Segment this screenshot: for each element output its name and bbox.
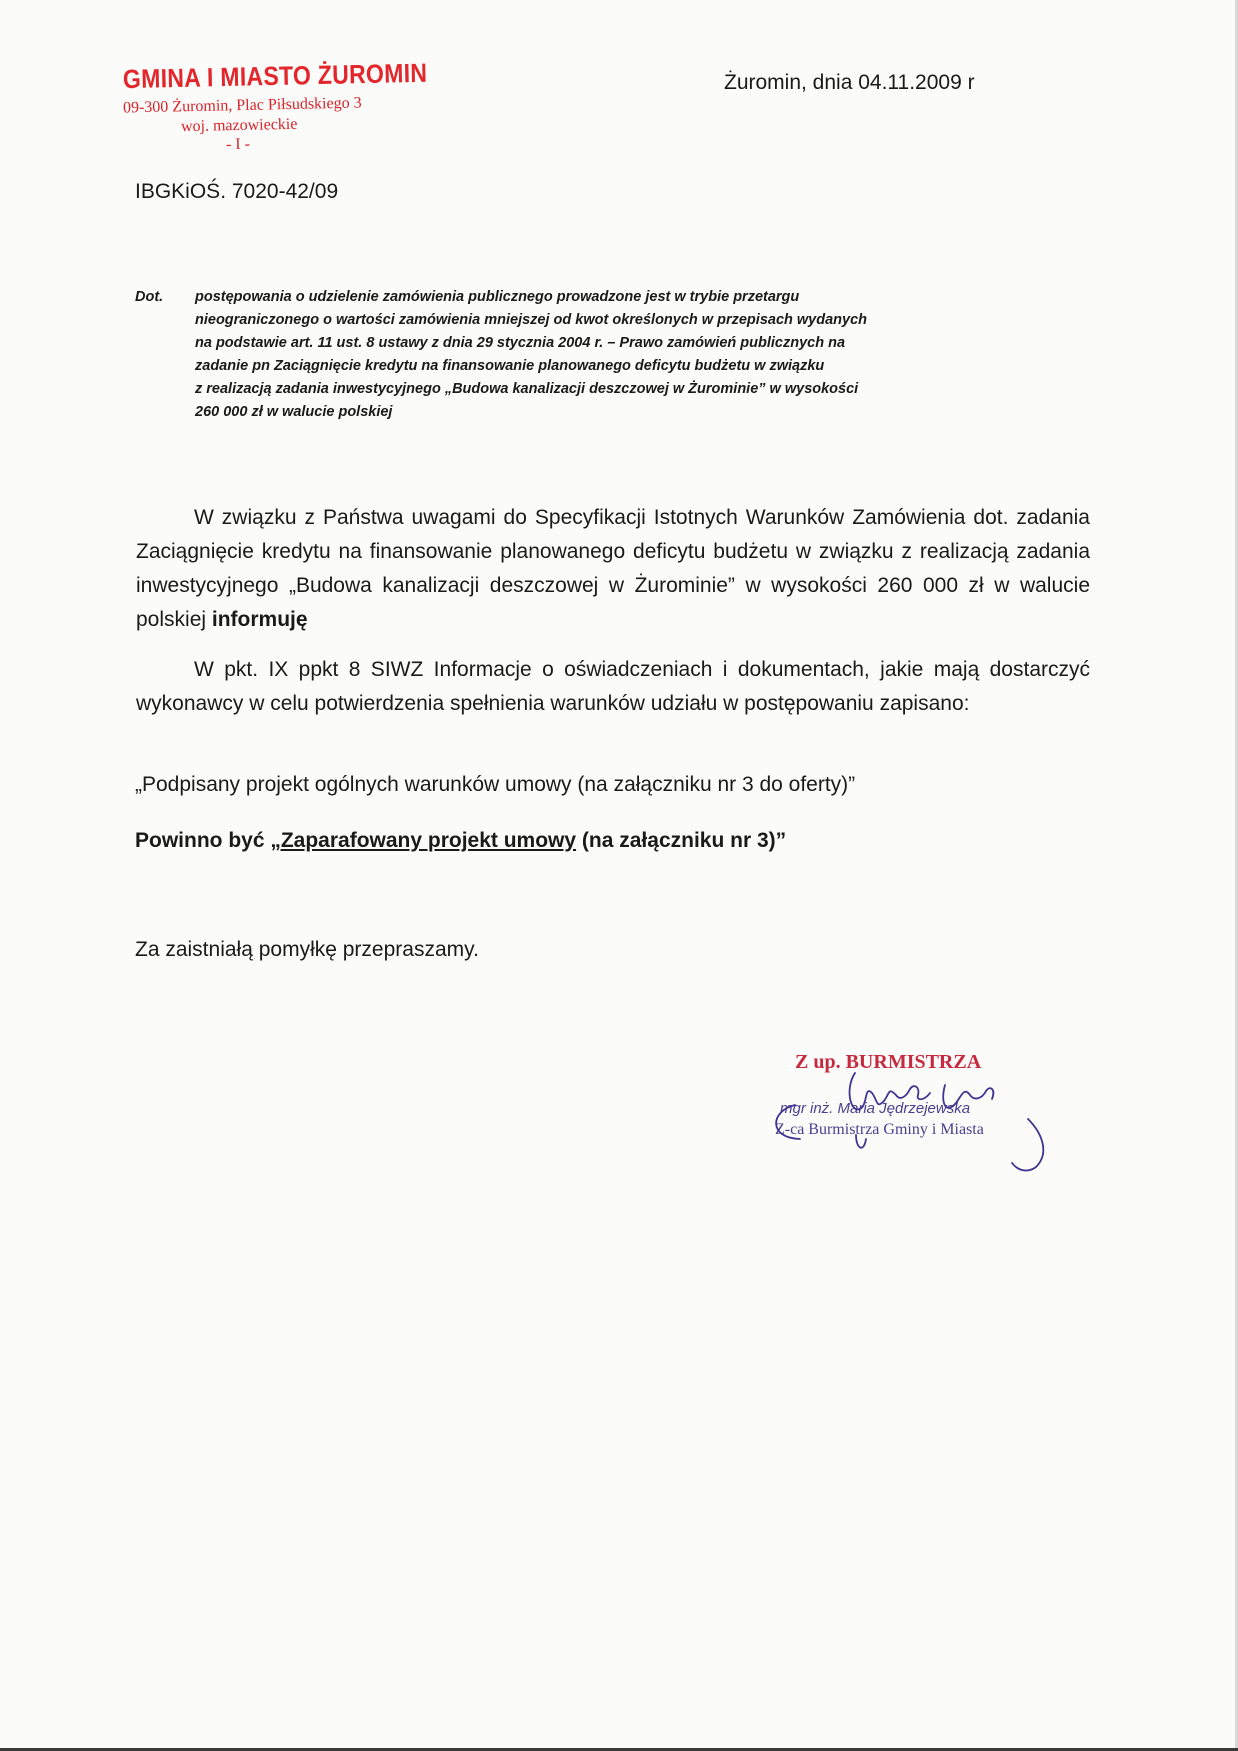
subject-line: postępowania o udzielenie zamówienia publicznego prowadzone jest w trybie przetargu [195,289,800,305]
signature-name: mgr inż. Maria Jędrzejewska [780,1100,971,1117]
quoted-text: „Podpisany projekt ogólnych warunków umowy (na załączniku nr 3 do oferty)” [135,773,856,796]
letterhead-name: GMINA I MIASTO ŻUROMIN [122,57,428,94]
correction-suffix: (na załączniku nr 3)” [576,829,787,852]
letterhead-address: 09-300 Żuromin, Plac Piłsudskiego 3 [122,94,362,117]
apology-line: Za zaistniałą pomyłkę przepraszamy. [135,938,479,961]
paragraph-intro-emphasis: informuję [211,608,308,631]
letterhead-province: woj. mazowieckie [180,115,298,136]
subject-line: 260 000 zł w walucie polskiej [195,404,393,420]
subject-label: Dot. [135,289,164,305]
paragraph-intro-text: W związku z Państwa uwagami do Specyfikacji Istotnych Warunków Zamówienia dot. zadania Zaciągnięcie kredytu na finansowanie planowanego deficytu budżetu w związku z realizacją zadania inwestycyjnego „Budowa kanalizacji deszczowej w Żurominie” w wysokości 260 000 zł w walucie polskiej [136,506,1090,631]
handwritten-signature-icon [760,1043,1090,1183]
correction-underlined: „Zaparafowany projekt umowy [270,829,577,852]
correction-prefix: Powinno być [135,829,271,852]
subject-line: nieograniczonego o wartości zamówienia mniejszej od kwot określonych w przepisach wydanych [195,312,867,328]
letterhead-mark: - I - [225,135,251,154]
date-line: Żuromin, dnia 04.11.2009 r [724,71,975,94]
signature-block [760,1043,1090,1183]
paragraph-intro [136,501,1090,637]
subject-line: z realizacją zadania inwestycyjnego „Budowa kanalizacji deszczowej w Żurominie” w wysokości [195,381,859,397]
signature-role: Z-ca Burmistrza Gminy i Miasta [775,1121,984,1138]
subject-line: na podstawie art. 11 ust. 8 ustawy z dnia 29 stycznia 2004 r. – Prawo zamówień publicznych na [195,335,846,351]
subject-line: zadanie pn Zaciągnięcie kredytu na finansowanie planowanego deficytu budżetu w związku [195,358,825,374]
subject-text [195,286,1088,424]
paragraph-siwz-text: W pkt. IX ppkt 8 SIWZ Informacje o oświadczeniach i dokumentach, jakie mają dostarczyć wykonawcy w celu potwierdzenia spełnienia warunków udziału w postępowaniu zapisano: [136,658,1090,715]
paragraph-siwz [136,653,1090,721]
reference-number: IBGKiOŚ. 7020-42/09 [135,180,339,203]
correction-line [135,829,786,853]
signature-title: Z up. BURMISTRZA [795,1051,982,1073]
